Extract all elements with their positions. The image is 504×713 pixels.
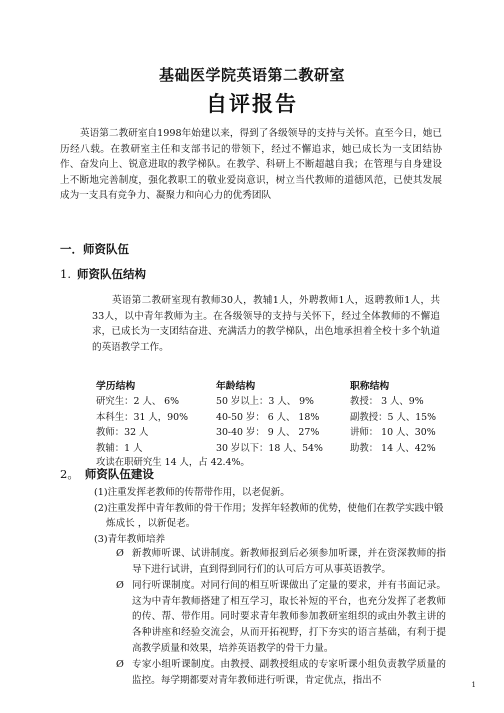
- list-item: (1)注重发挥老教师的传帮带作用，以老促新。: [94, 487, 290, 498]
- bullet-mark: Ø: [116, 548, 124, 559]
- stats-row: 50 岁以上：3 人、 9%: [216, 396, 314, 408]
- structure-paragraph: 英语第二教研室现有教师30人，教辅1人，外聘教师1人，返聘教师1人，共33人，以中青年教师为主。在各级领导的支持与关怀下，经过全体教师的不懈追求，已成长为一支团结奋进、充满活力的教学梯队，出色地承担着全校十多个轨道的英语教学工作。: [92, 295, 440, 353]
- stats-row: 助教： 14 人、42%: [350, 442, 436, 454]
- bullet-text: 新教师听课、试讲制度。新教师报到后必须参加听课，并在资深教师的指导下进行试讲，直到得到同行们的认可后方可从事英语教学。: [132, 548, 446, 575]
- stats-row: 讲师： 10 人、30%: [350, 427, 436, 439]
- numbered-list: [94, 485, 444, 547]
- bullet-item: [116, 657, 446, 688]
- stats-column-head: 年龄结构: [216, 381, 256, 392]
- stats-summary: 攻读在职研究生 14 人，占 42.4%。: [96, 457, 250, 468]
- subsection-heading-structure: [60, 266, 146, 282]
- list-item: (3)青年教师培养: [94, 533, 166, 545]
- subsection-title: 师资队伍结构: [76, 267, 146, 281]
- stats-column-age: [216, 379, 346, 456]
- stats-row: 教辅：1 人: [96, 442, 143, 454]
- bullet-item: [116, 546, 446, 577]
- stats-row: 本科生：31 人，90%: [96, 411, 188, 423]
- stats-row: 教授： 3 人、9%: [350, 396, 424, 408]
- subsection-title: 师资队伍建设: [84, 467, 154, 481]
- stats-column-education: [96, 379, 214, 456]
- subsection-number: 1.: [60, 267, 71, 281]
- bullet-mark: Ø: [116, 659, 124, 671]
- section-heading-faculty: 一．师资队伍: [60, 242, 129, 256]
- stats-column-head: 职称结构: [350, 381, 390, 392]
- stats-row: 30 岁以下：18 人、54%: [216, 442, 323, 454]
- document-subtitle: 自评报告: [206, 91, 298, 116]
- bullet-text: 专家小组听课制度。由教授、副教授组成的专家听课小组负责教学质量的监控。每学期都要对青年教师进行听课，肯定优点，指出不: [132, 659, 446, 686]
- list-item: (2)注重发挥中青年教师的骨干作用；发挥年轻教师的优势，使他们在教学实践中锻炼成长 ，以新促老。: [94, 502, 444, 530]
- intro-paragraph: 英语第二教研室自1998年始建以来，得到了各级领导的支持与关怀。直至今日，她已历经八载。在教研室主任和支部书记的带领下，经过不懈追求，她已成长为一支团结协作、奋发向上、锐意进取的教学梯队。在教学、科研上不断超越自我；在管理与自身建设上不断地完善制度，强化教职工的敬业爱岗意识，树立当代教师的道德风范，已使其发展成为一支具有竞争力、凝聚力和向心力的优秀团队: [60, 128, 442, 202]
- stats-row: 研究生：2 人、 6%: [96, 396, 180, 408]
- bullet-mark: Ø: [116, 580, 124, 592]
- stats-column-head: 学历结构: [96, 381, 136, 392]
- subsection-number: 2。: [60, 467, 79, 481]
- subsection-heading-building: [60, 466, 154, 482]
- stats-row: 30-40 岁： 9 人、 27%: [216, 427, 320, 439]
- page-number: 1: [471, 681, 476, 689]
- stats-column-title: [350, 379, 470, 456]
- bullet-item: [116, 578, 446, 656]
- stats-row: 教师：32 人: [96, 427, 149, 439]
- bullet-text: 同行听课制度。对同行间的相互听课做出了定量的要求，并有书面记录。这为中青年教师搭建了相互学习，取长补短的平台，也充分发挥了老教师的传、帮、带作用。同时要求青年教师参加教研室组织的或由外教主讲的各种讲座和经验交流会，从而开拓视野，打下夯实的语言基础，有利于提高教学质量和效果，培养英语教学的骨干力量。: [132, 580, 446, 654]
- stats-row: 副教授：5 人、15%: [350, 411, 437, 423]
- bullet-list: [116, 546, 446, 689]
- stats-row: 40-50 岁： 6 人、 18%: [216, 411, 320, 423]
- document-title: 基础医学院英语第二教研室: [158, 66, 345, 84]
